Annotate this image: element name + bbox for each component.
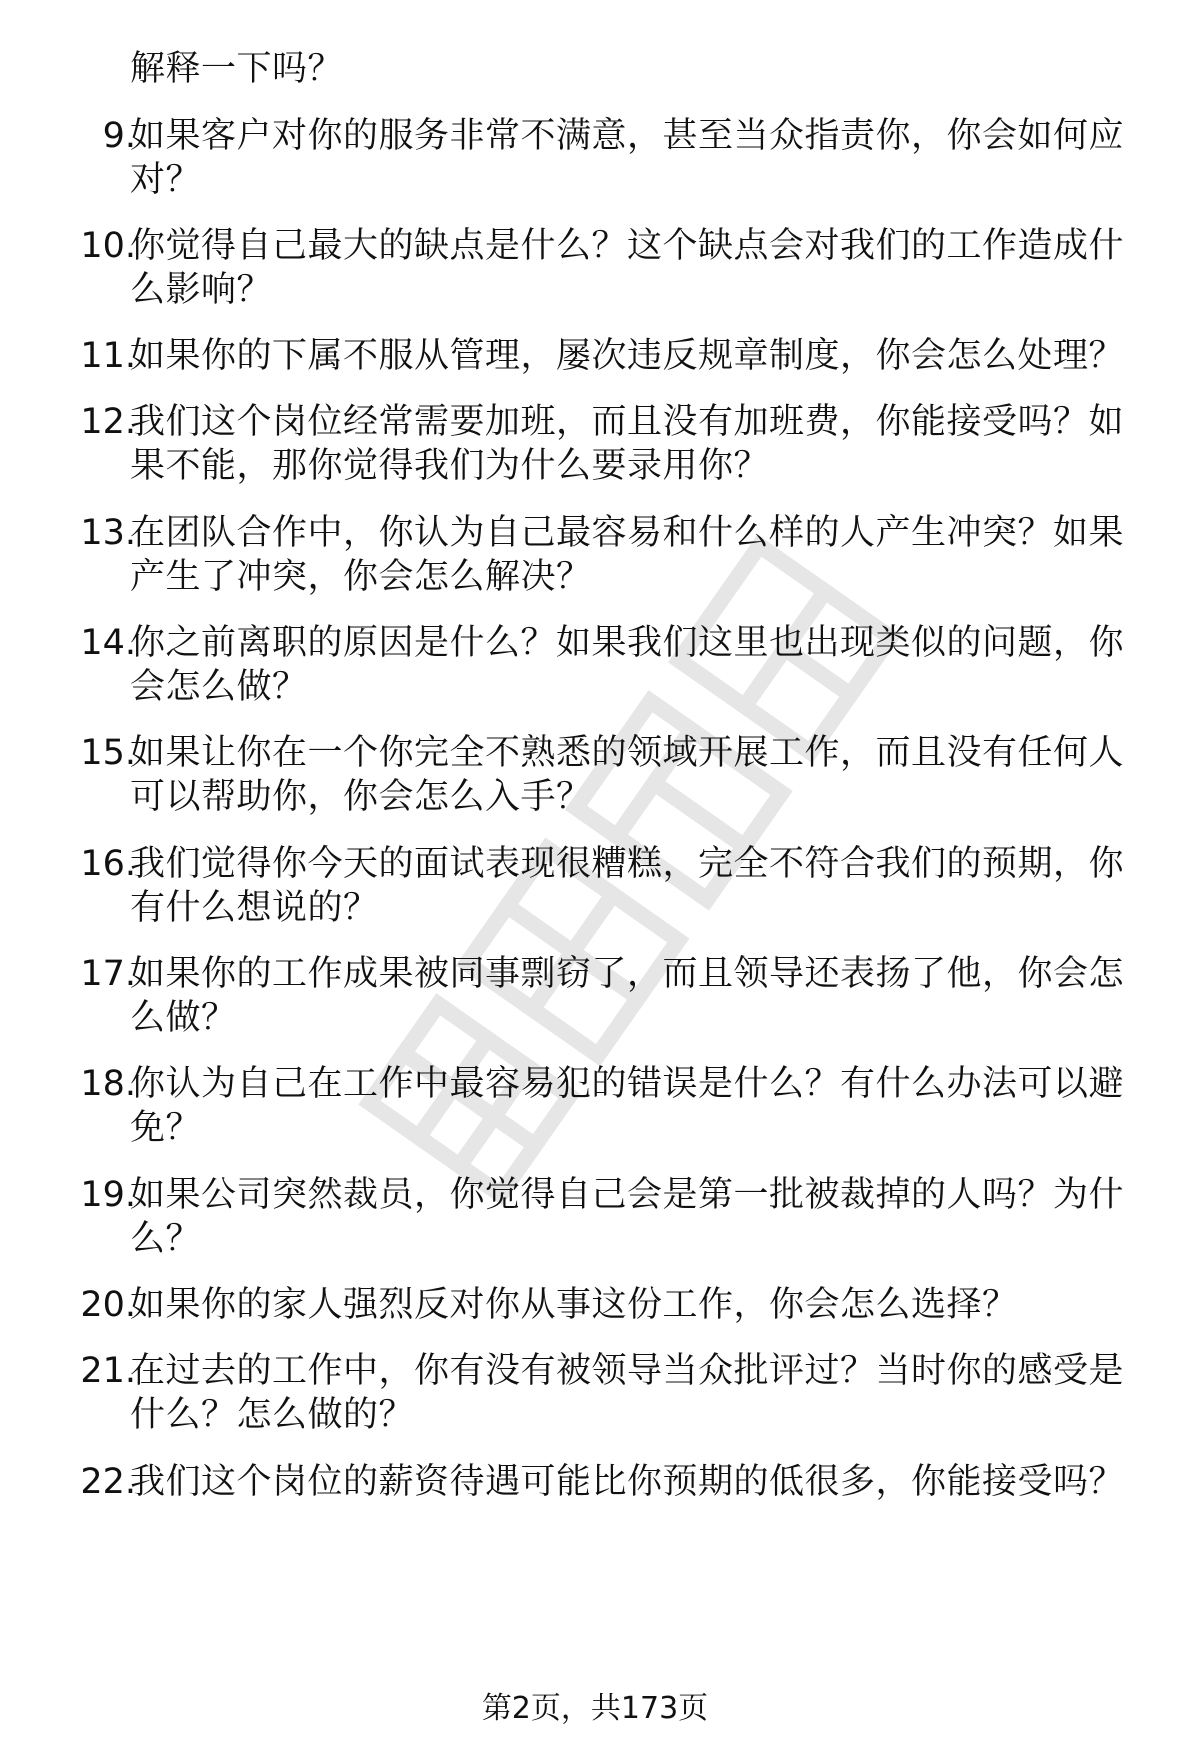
question-line: 在过去的工作中，你有没有被领导当众批评过？当时你的感受是 [130,1351,1125,1391]
question-text [130,842,1150,930]
question-line: 么影响？ [130,270,273,310]
question-number: 20. [80,1285,136,1325]
question-line: 如果你的家人强烈反对你从事这份工作，你会怎么选择？ [130,1285,1018,1325]
question-text [130,224,1150,312]
question-line: 你认为自己在工作中最容易犯的错误是什么？有什么办法可以避 [130,1064,1125,1104]
question-number: 14. [80,623,136,663]
page-number-footer: 第2页，共173页 [481,1691,709,1726]
question-number: 11. [80,336,136,376]
question-line: 我们这个岗位的薪资待遇可能比你预期的低很多，你能接受吗？ [130,1462,1125,1502]
question-number: 19. [80,1175,136,1215]
question-text [130,1460,1150,1504]
question-text [130,1173,1150,1261]
question-line: 果不能，那你觉得我们为什么要录用你？ [130,446,770,486]
question-number: 13. [80,513,136,553]
question-number: 10. [80,226,136,266]
question-line: 么？ [130,1219,202,1259]
question-line: 么做？ [130,998,237,1038]
question-number: 18. [80,1064,136,1104]
question-line: 你觉得自己最大的缺点是什么？这个缺点会对我们的工作造成什 [130,226,1125,266]
question-text [130,1062,1150,1150]
question-line: 解释一下吗？ [130,49,344,89]
question-line: 产生了冲突，你会怎么解决？ [130,557,592,597]
question-line: 如果让你在一个你完全不熟悉的领域开展工作，而且没有任何人 [130,733,1125,773]
question-text [130,114,1150,202]
question-line: 会怎么做？ [130,667,308,707]
question-line: 如果你的下属不服从管理，屡次违反规章制度，你会怎么处理？ [130,336,1125,376]
question-text [130,400,1150,488]
question-text [130,334,1150,378]
question-number: 22. [80,1462,136,1502]
question-line: 免？ [130,1108,202,1148]
question-number: 17. [80,954,136,994]
question-line: 如果客户对你的服务非常不满意，甚至当众指责你，你会如何应 [130,116,1125,156]
question-line: 有什么想说的？ [130,888,379,928]
question-text [130,952,1150,1040]
question-line: 你之前离职的原因是什么？如果我们这里也出现类似的问题，你 [130,623,1125,663]
question-number: 15. [80,733,136,773]
question-text [130,511,1150,599]
question-text [130,621,1150,709]
question-text [130,1349,1150,1437]
question-number: 21. [80,1351,136,1391]
question-text [130,1283,1150,1327]
question-text [130,731,1150,819]
question-line: 可以帮助你，你会怎么入手？ [130,777,592,817]
question-number: 9. [102,116,136,156]
question-line: 什么？怎么做的？ [130,1395,415,1435]
question-number: 16. [80,844,136,884]
question-line: 对？ [130,160,202,200]
question-number: 12. [80,402,136,442]
question-line: 如果公司突然裁员，你觉得自己会是第一批被裁掉的人吗？为什 [130,1175,1125,1215]
question-text [130,47,1150,91]
question-line: 如果你的工作成果被同事剽窃了，而且领导还表扬了他，你会怎 [130,954,1125,994]
question-line: 我们这个岗位经常需要加班，而且没有加班费，你能接受吗？如 [130,402,1125,442]
question-line: 我们觉得你今天的面试表现很糟糕，完全不符合我们的预期，你 [130,844,1125,884]
question-line: 在团队合作中，你认为自己最容易和什么样的人产生冲突？如果 [130,513,1125,553]
